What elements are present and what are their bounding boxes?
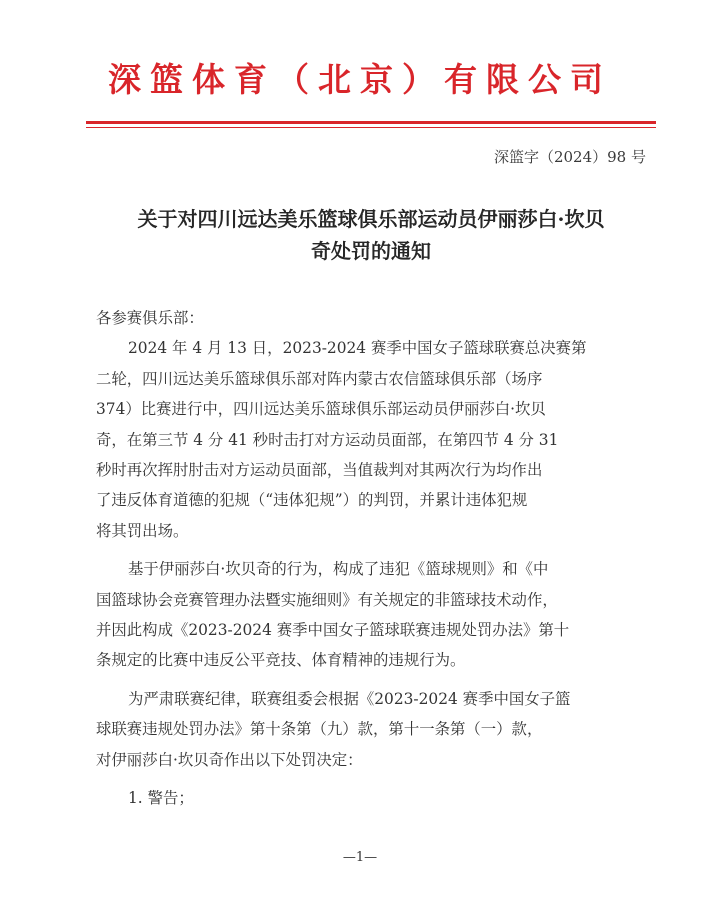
body-line: 秒时再次挥肘肘击对方运动员面部，当值裁判对其两次行为均作出 (96, 461, 543, 480)
penalty-item: 1. 警告； (128, 789, 194, 808)
header-red-rule-thick (86, 121, 656, 124)
body-line: 并因此构成《2023-2024 赛季中国女子篮球联赛违规处罚办法》第十 (96, 621, 570, 640)
notice-title (86, 203, 656, 267)
body-line: 国篮球协会竞赛管理办法暨实施细则》有关规定的非篮球技术动作， (96, 590, 558, 609)
notice-title-line: 关于对四川远达美乐篮球俱乐部运动员伊丽莎白·坎贝 (137, 207, 605, 231)
body-line: 了违反体育道德的犯规（“违体犯规”）的判罚，并累计违体犯规 (96, 491, 528, 510)
document-number: 深篮字（2024）98 号 (493, 148, 646, 166)
body-line: 基于伊丽莎白·坎贝奇的行为，构成了违犯《篮球规则》和《中 (128, 560, 549, 579)
body-line: 球联赛违规处罚办法》第十条第（九）款，第十一条第（一）款， (96, 720, 543, 739)
page-number: —1— (342, 850, 378, 865)
body-line: 为严肃联赛纪律，联赛组委会根据《2023-2024 赛季中国女子篮 (128, 689, 571, 708)
body-line: 将其罚出场。 (96, 521, 189, 540)
notice-body (96, 303, 661, 814)
notice-title-line: 奇处罚的通知 (311, 239, 431, 263)
salutation: 各参赛俱乐部： (96, 309, 204, 327)
organization-header-title: 深篮体育（北京）有限公司 (108, 60, 612, 99)
body-line: 条规定的比赛中违反公平竞技、体育精神的违规行为。 (96, 651, 466, 670)
body-line: 奇，在第三节 4 分 41 秒时击打对方运动员面部，在第四节 4 分 31 (96, 430, 559, 449)
header-red-rule-thin (86, 127, 656, 128)
body-line: 对伊丽莎白·坎贝奇作出以下处罚决定： (96, 750, 363, 769)
body-line: 374）比赛进行中，四川远达美乐篮球俱乐部运动员伊丽莎白·坎贝 (96, 400, 546, 419)
body-line: 二轮，四川远达美乐篮球俱乐部对阵内蒙古农信篮球俱乐部（场序 (96, 369, 543, 388)
body-line: 2024 年 4 月 13 日，2023-2024 赛季中国女子篮球联赛总决赛第 (128, 339, 587, 358)
